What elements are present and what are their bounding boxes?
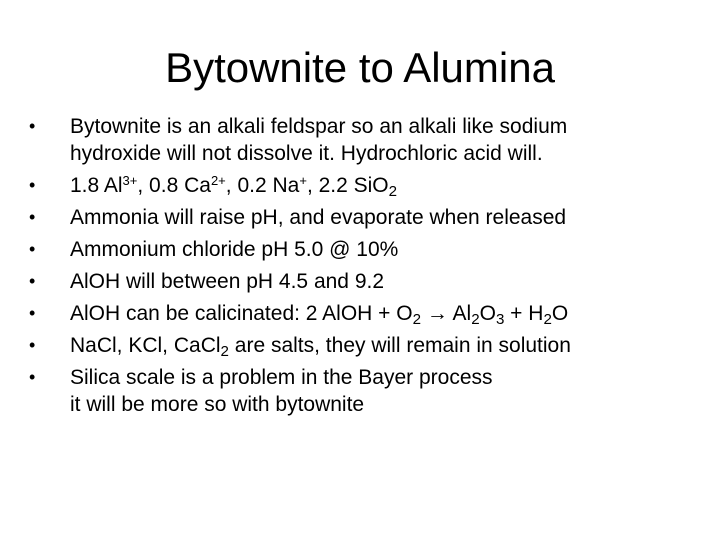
subscript: 2 bbox=[220, 343, 229, 361]
bullet-item-7 bbox=[29, 332, 709, 359]
bullet-item-5 bbox=[29, 268, 709, 295]
subscript: 2 bbox=[412, 311, 421, 329]
formula-text: O bbox=[479, 302, 496, 325]
formula-text: O bbox=[551, 302, 569, 325]
bullet-text: AlOH will between pH 4.5 and 9.2 bbox=[70, 270, 385, 293]
formula-text: → Al bbox=[421, 302, 472, 325]
bullet-dot: • bbox=[29, 116, 36, 136]
bullet-item-3 bbox=[29, 204, 709, 231]
bullet-dot: • bbox=[29, 175, 36, 195]
bullet-dot: • bbox=[29, 239, 36, 259]
subscript: 2 bbox=[388, 183, 398, 201]
formula-text: AlOH can be calicinated: 2 AlOH + O bbox=[70, 302, 413, 325]
bullet-text: Ammonia will raise pH, and evaporate when released bbox=[70, 206, 567, 229]
subscript: 2 bbox=[543, 311, 552, 329]
bullet-text-line: it will be more so with bytownite bbox=[70, 393, 365, 416]
formula-text: are salts, they will remain in solution bbox=[228, 334, 571, 357]
slide-title: Bytownite to Alumina bbox=[165, 44, 555, 91]
bullet-text: Ammonium chloride pH 5.0 @ 10% bbox=[70, 238, 399, 261]
subscript: 3 bbox=[495, 311, 505, 329]
bullet-list bbox=[29, 113, 709, 423]
bullet-dot: • bbox=[29, 207, 36, 227]
bullet-item-6 bbox=[29, 300, 709, 327]
bullet-text-line: hydroxide will not dissolve it. Hydrochloric acid will. bbox=[70, 142, 543, 165]
bullet-item-1 bbox=[29, 113, 709, 167]
bullet-dot: • bbox=[29, 335, 36, 355]
bullet-item-4 bbox=[29, 236, 709, 263]
bullet-text-line: Bytownite is an alkali feldspar so an alkali like sodium bbox=[70, 115, 568, 138]
formula-text: , 0.2 Na bbox=[225, 174, 300, 197]
bullet-dot: • bbox=[29, 271, 36, 291]
bullet-dot: • bbox=[29, 367, 36, 387]
bullet-text-line: Silica scale is a problem in the Bayer process bbox=[70, 366, 493, 389]
formula-text: , 0.8 Ca bbox=[137, 174, 211, 197]
subscript: 2 bbox=[471, 311, 480, 329]
formula-text: + H bbox=[504, 302, 544, 325]
bullet-text bbox=[70, 334, 571, 361]
superscript: + bbox=[299, 172, 307, 188]
formula-text: 1.8 Al bbox=[70, 174, 123, 197]
bullet-dot: • bbox=[29, 303, 36, 323]
bullet-text bbox=[70, 172, 398, 201]
formula-text: , 2.2 SiO bbox=[306, 174, 389, 197]
bullet-text bbox=[70, 302, 569, 329]
formula-text: NaCl, KCl, CaCl bbox=[70, 334, 221, 357]
superscript: 2+ bbox=[210, 172, 226, 188]
superscript: 3+ bbox=[122, 172, 138, 188]
bullet-item-8 bbox=[29, 364, 709, 418]
bullet-item-2 bbox=[29, 172, 709, 199]
